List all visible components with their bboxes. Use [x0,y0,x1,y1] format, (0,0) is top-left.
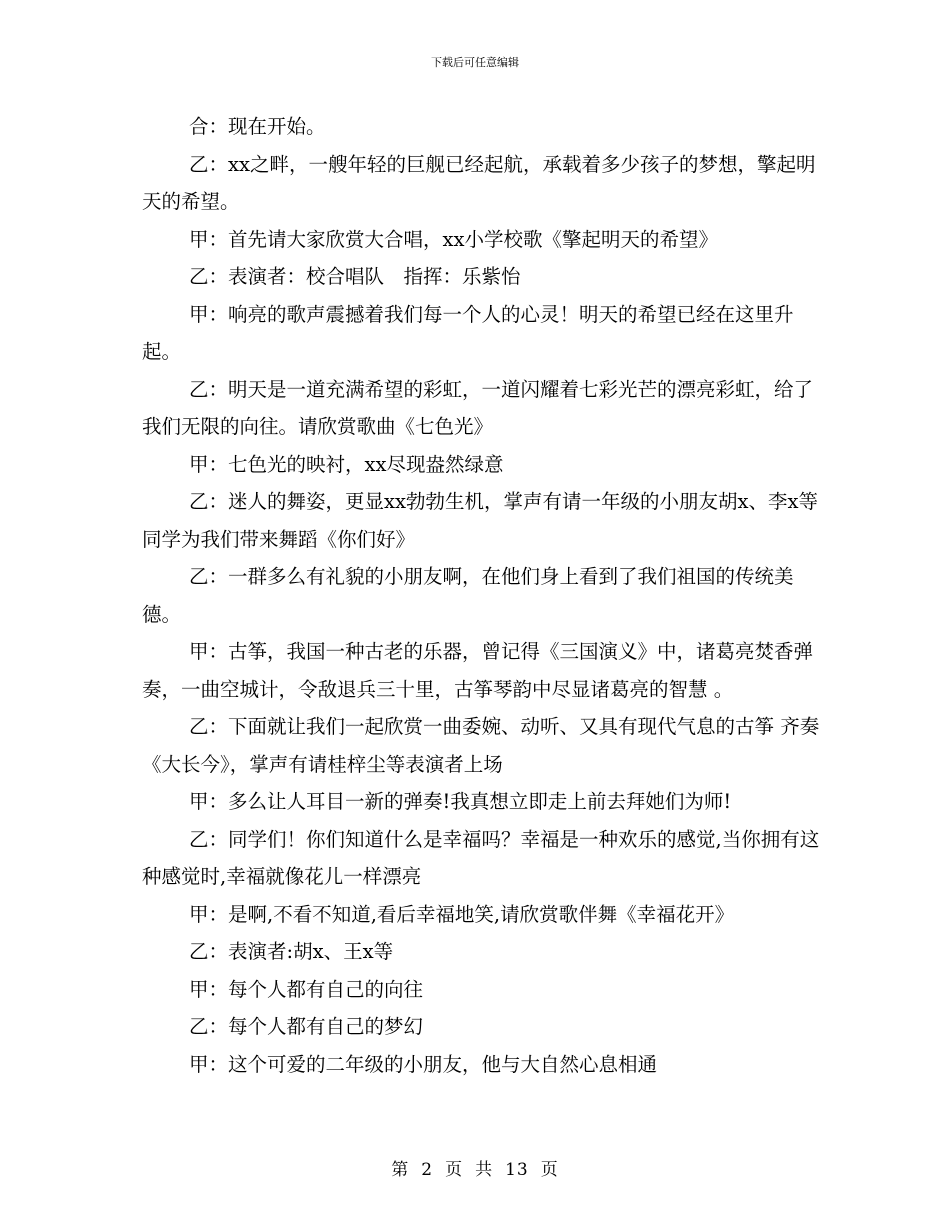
paragraph: 甲：响亮的歌声震撼着我们每一个人的心灵！明天的希望已经在这里升起。 [142,302,794,363]
paragraph: 甲：七色光的映衬，xx尽现盎然绿意 [189,452,504,476]
paragraph: 乙：明天是一道充满希望的彩虹，一道闪耀着七彩光芒的漂亮彩虹，给了我们无限的向往。请欣赏歌曲《七色光》 [142,377,814,438]
paragraph: 甲：古筝，我国一种古老的乐器，曾记得《三国演义》中，诸葛亮焚香弹奏，一曲空城计，令敌退兵三十里，古筝琴韵中尽显诸葛亮的智慧 。 [142,640,814,701]
paragraph: 甲：这个可爱的二年级的小朋友，他与大自然心息相通 [189,1052,658,1076]
paragraph: 乙：每个人都有自己的梦幻 [189,1015,424,1038]
paragraph: 甲：是啊,不看不知道,看后幸福地笑,请欣赏歌伴舞《幸福花开》 [189,902,735,926]
document-body [142,108,822,1083]
paragraph: 合：现在开始。 [189,115,326,138]
paragraph: 甲：每个人都有自己的向往 [189,977,424,1001]
paragraph: 乙：表演者：校合唱队 指挥：乐紫怡 [189,265,521,288]
footer-total-unit: 页 [540,1160,559,1180]
paragraph: 乙：一群多么有礼貌的小朋友啊，在他们身上看到了我们祖国的传统美德。 [142,565,794,626]
footer-prefix: 第 [391,1160,410,1180]
paragraph: 甲：首先请大家欣赏大合唱，xx小学校歌《擎起明天的希望》 [189,227,718,251]
page-number: 2 [421,1160,434,1180]
footer-total-label: 共 [475,1160,494,1180]
paragraph: 乙：同学们！你们知道什么是幸福吗？幸福是一种欢乐的感觉,当你拥有这种感觉时,幸福就像花儿一样漂亮 [142,827,820,888]
paragraph: 乙：表演者:胡x、王x等 [189,940,394,963]
page-header: 下载后可任意编辑 [431,56,519,69]
paragraph: 乙：下面就让我们一起欣赏一曲委婉、动听、又具有现代气息的古筝 齐奏《大长今》，掌声有请桂梓尘等表演者上场 [142,715,820,776]
paragraph: 乙：xx之畔，一艘年轻的巨舰已经起航，承载着多少孩子的梦想，擎起明天的希望。 [142,152,816,213]
paragraph: 甲：多么让人耳目一新的弹奏!我真想立即走上前去拜她们为师! [189,790,732,813]
page-footer [0,1155,950,1180]
footer-page-unit: 页 [445,1160,464,1180]
total-pages: 13 [505,1160,529,1180]
paragraph: 乙：迷人的舞姿，更显xx勃勃生机，掌声有请一年级的小朋友胡x、李x等同学为我们带来舞蹈《你们好》 [142,490,818,551]
